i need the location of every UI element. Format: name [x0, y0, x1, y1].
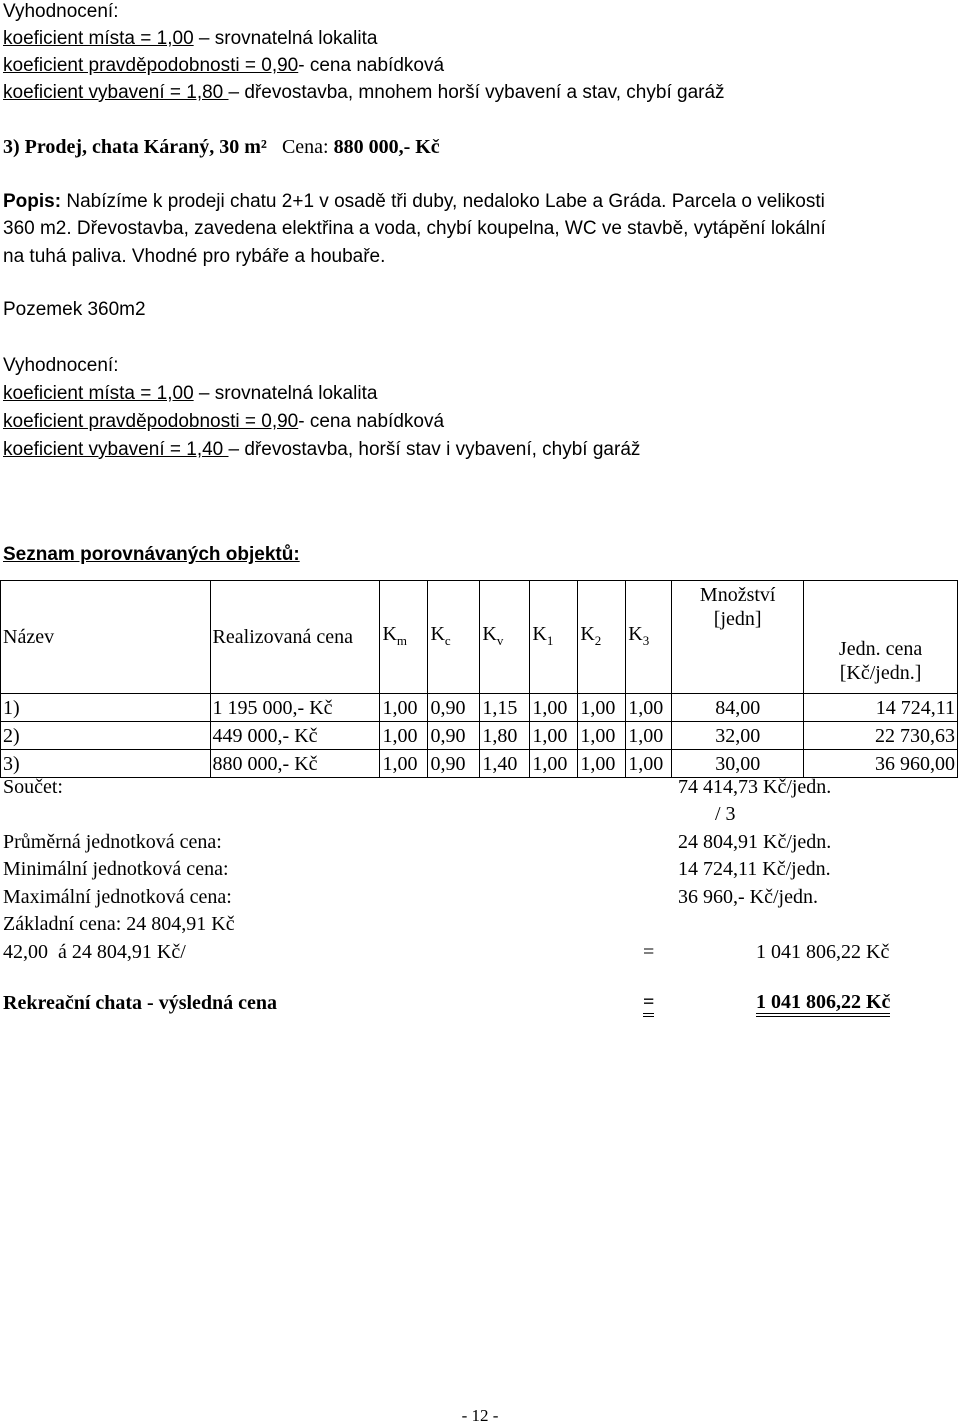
header-kc: [428, 581, 480, 694]
header-k3-sub: 3: [642, 632, 650, 648]
header-unit-price-line1: Jedn. cena: [838, 638, 923, 660]
cell-k1: 1,00: [530, 722, 578, 750]
property-title: [3, 135, 440, 159]
minimum-label: Minimální jednotková cena:: [3, 858, 229, 880]
cell-kv: 1,80: [480, 722, 530, 750]
average-value: 24 804,91 Kč/jedn.: [678, 831, 832, 853]
coef-equipment-value: koeficient vybavení = 1,40: [3, 439, 229, 460]
cell-quantity: 84,00: [672, 694, 804, 722]
cell-k3: 1,00: [626, 750, 672, 778]
eval-line-equipment-bottom: [3, 438, 640, 462]
cell-k1: 1,00: [530, 750, 578, 778]
header-quantity-line2: [jedn]: [713, 608, 762, 630]
coef-equipment-note: – dřevostavba, horší stav i vybavení, chybí garáž: [228, 439, 641, 460]
header-name: Název: [1, 581, 211, 694]
eval-line-probability-bottom: [3, 410, 444, 434]
header-k1: [530, 581, 578, 694]
final-equals: =: [643, 991, 654, 1017]
cell-quantity: 30,00: [672, 750, 804, 778]
eval-line-location-top: [3, 27, 377, 51]
property-desc-line2: 360 m2. Dřevostavba, zavedena elektřina a voda, chybí koupelna, WC ve stavbě, vytápění lokální: [3, 218, 826, 239]
cell-kv: 1,40: [480, 750, 530, 778]
eval-heading-bottom: Vyhodnocení:: [3, 355, 119, 376]
header-unit-price: [804, 581, 958, 694]
header-k2: [578, 581, 626, 694]
header-unit-price-line2: [Kč/jedn.]: [839, 662, 922, 684]
header-kv-k: K: [482, 622, 497, 645]
header-k1-sub: 1: [546, 632, 554, 648]
cell-kc: 0,90: [428, 722, 480, 750]
coef-location-note: – srovnatelná lokalita: [193, 28, 378, 49]
header-quantity-line1: Množství: [699, 584, 776, 606]
property-desc-line1: [3, 189, 825, 214]
calculation-label: 42,00 á 24 804,91 Kč/: [3, 941, 186, 963]
cell-quantity: 32,00: [672, 722, 804, 750]
cell-k2: 1,00: [578, 722, 626, 750]
header-k1-k: K: [532, 622, 547, 645]
average-label: Průměrná jednotková cena:: [3, 831, 222, 853]
coef-probability-note: - cena nabídková: [298, 411, 445, 432]
coef-location-value: koeficient místa = 1,00: [3, 28, 194, 49]
calculation-equals: =: [643, 941, 655, 963]
header-km-k: K: [382, 622, 397, 645]
cell-name: 3): [1, 750, 211, 778]
coef-equipment-value: koeficient vybavení = 1,80: [3, 82, 229, 103]
property-price-label: Cena:: [281, 136, 329, 158]
table-row: [1, 694, 958, 722]
header-k3: [626, 581, 672, 694]
cell-k3: 1,00: [626, 722, 672, 750]
eval-line-equipment-top: [3, 81, 725, 105]
header-kv-sub: v: [496, 632, 504, 648]
maximum-label: Maximální jednotková cena:: [3, 886, 232, 908]
coef-probability-value: koeficient pravděpodobnosti = 0,90: [3, 411, 299, 432]
header-price: Realizovaná cena: [210, 581, 380, 694]
eval-line-probability-top: [3, 54, 444, 78]
cell-k2: 1,00: [578, 694, 626, 722]
cell-km: 1,00: [380, 694, 428, 722]
header-km-sub: m: [396, 632, 408, 648]
sum-value: 74 414,73 Kč/jedn.: [678, 776, 832, 798]
cell-k1: 1,00: [530, 694, 578, 722]
final-price-value: 1 041 806,22 Kč: [756, 991, 890, 1017]
table-header-row: [1, 581, 958, 694]
header-quantity: [672, 581, 804, 694]
calculation-value: 1 041 806,22 Kč: [756, 941, 890, 963]
property-price: 880 000,- Kč: [328, 136, 440, 158]
property-desc-line3: na tuhá paliva. Vhodné pro rybáře a houbaře.: [3, 246, 386, 267]
cell-unit-price: 22 730,63: [804, 722, 958, 750]
header-km: [380, 581, 428, 694]
table-row: [1, 722, 958, 750]
cell-km: 1,00: [380, 750, 428, 778]
property-desc-text1: Nabízíme k prodeji chatu 2+1 v osadě tři duby, nedaloko Labe a Gráda. Parcela o velikosti: [61, 191, 825, 212]
minimum-value: 14 724,11 Kč/jedn.: [678, 858, 831, 880]
page-number: - 12 -: [461, 1406, 499, 1425]
final-price-label: Rekreační chata - výsledná cena: [3, 992, 278, 1014]
eval-heading-top: Vyhodnocení:: [3, 1, 119, 22]
cell-km: 1,00: [380, 722, 428, 750]
cell-name: 2): [1, 722, 211, 750]
cell-k3: 1,00: [626, 694, 672, 722]
maximum-value: 36 960,- Kč/jedn.: [678, 886, 818, 908]
header-k2-sub: 2: [594, 632, 602, 648]
property-desc-label: Popis:: [3, 191, 62, 212]
cell-kv: 1,15: [480, 694, 530, 722]
table-row: [1, 750, 958, 778]
coef-probability-note: - cena nabídková: [298, 55, 445, 76]
coef-location-note: – srovnatelná lokalita: [193, 383, 378, 404]
coef-probability-value: koeficient pravděpodobnosti = 0,90: [3, 55, 299, 76]
sum-label: Součet:: [3, 776, 63, 798]
property-title-main: 3) Prodej, chata Káraný, 30 m²: [3, 136, 267, 158]
header-kv: [480, 581, 530, 694]
cell-unit-price: 36 960,00: [804, 750, 958, 778]
coef-location-value: koeficient místa = 1,00: [3, 383, 194, 404]
header-kc-k: K: [430, 622, 445, 645]
base-price: Základní cena: 24 804,91 Kč: [3, 913, 235, 935]
cell-name: 1): [1, 694, 211, 722]
header-k2-k: K: [580, 622, 595, 645]
header-k3-k: K: [628, 622, 643, 645]
cell-k2: 1,00: [578, 750, 626, 778]
cell-kc: 0,90: [428, 750, 480, 778]
eval-line-location-bottom: [3, 382, 377, 406]
comparison-table: [0, 580, 958, 778]
cell-kc: 0,90: [428, 694, 480, 722]
cell-price: 449 000,- Kč: [210, 722, 380, 750]
property-land: Pozemek 360m2: [3, 299, 146, 320]
cell-price: 880 000,- Kč: [210, 750, 380, 778]
comparison-list-title: Seznam porovnávaných objektů:: [3, 544, 300, 565]
cell-unit-price: 14 724,11: [804, 694, 958, 722]
coef-equipment-note: – dřevostavba, mnohem horší vybavení a stav, chybí garáž: [228, 82, 725, 103]
header-kc-sub: c: [444, 632, 451, 648]
sum-divider: / 3: [715, 803, 736, 825]
cell-price: 1 195 000,- Kč: [210, 694, 380, 722]
